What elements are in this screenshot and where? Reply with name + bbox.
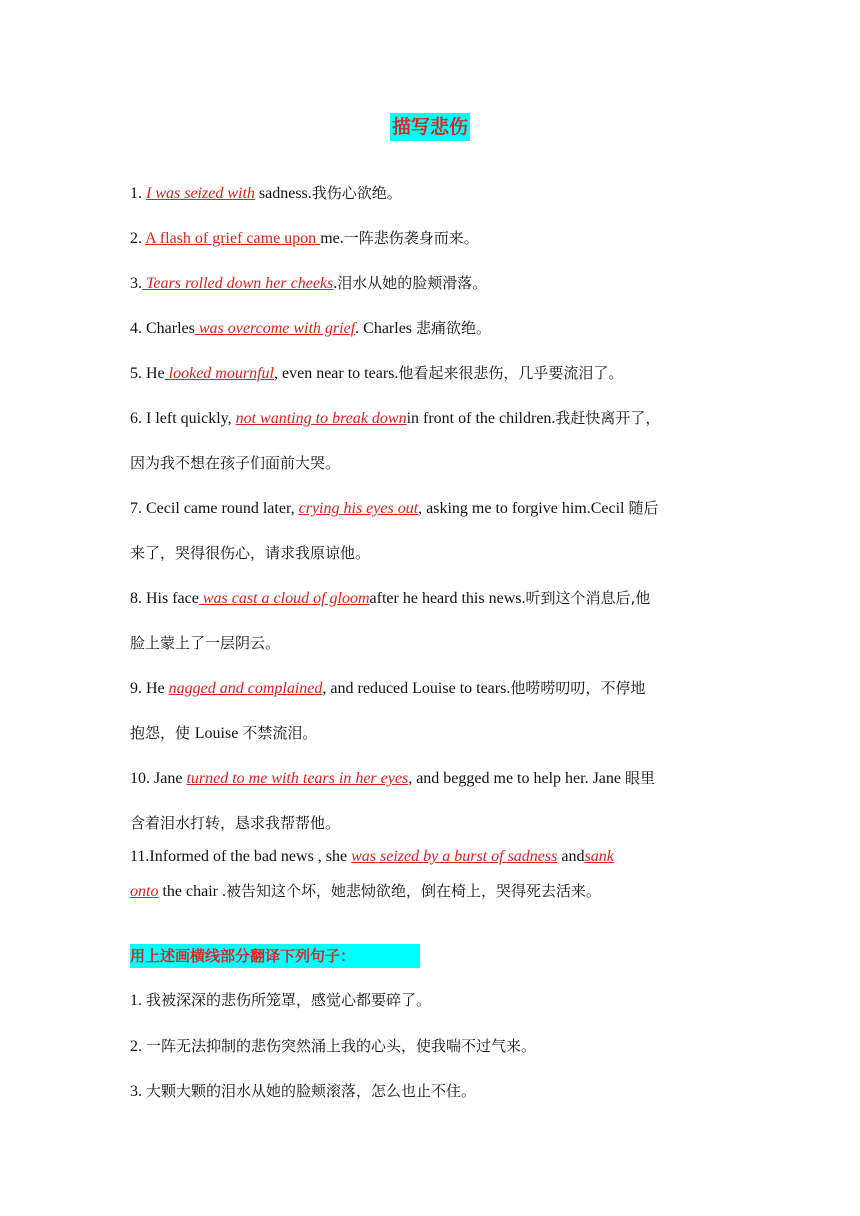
exercise-item	[130, 990, 431, 1011]
sentence-text: 4. Charles	[130, 320, 195, 337]
sentence-text: in front of the children.	[406, 410, 556, 427]
section-heading: 用上述画横线部分翻译下列句子：	[130, 944, 420, 968]
list-item	[130, 273, 487, 294]
list-item	[130, 363, 623, 384]
sentence-text: , and reduced Louise to tears.	[322, 680, 511, 697]
exercise-number: 1.	[130, 992, 146, 1009]
chinese-translation: 我赶快离开了，	[555, 409, 661, 427]
list-item	[130, 498, 659, 519]
page-title	[0, 113, 860, 141]
item-number: 1.	[130, 185, 146, 202]
chinese-translation: 不禁流泪。	[242, 724, 318, 742]
item-number: 3.	[130, 275, 142, 292]
underlined-phrase: was seized by a burst of sadness	[351, 848, 558, 865]
exercise-text: 大颗大颗的泪水从她的脸颊滚落，怎么也止不住。	[146, 1082, 477, 1100]
sentence-text: , and begged me to help her. Jane	[408, 770, 626, 787]
list-item	[130, 408, 660, 429]
sentence-text: 11.Informed of the bad news , she	[130, 848, 352, 865]
underlined-phrase: turned to me with tears in her eyes	[186, 770, 409, 787]
chinese-translation: 一阵悲伤袭身而来。	[343, 229, 479, 247]
chinese-translation: 眼里	[625, 769, 656, 787]
sentence-text: me.	[320, 230, 344, 247]
exercise-number: 3.	[130, 1083, 146, 1100]
sentence-text: sadness.	[254, 185, 312, 202]
exercise-text: 一阵无法抑制的悲伤突然涌上我的心头，使我喘不过气来。	[146, 1037, 537, 1055]
page-title-text: 描写悲伤	[390, 113, 470, 141]
sentence-text: 8. His face	[130, 590, 199, 607]
list-item	[130, 228, 479, 249]
list-item	[130, 318, 491, 339]
chinese-translation: 悲痛欲绝。	[416, 319, 492, 337]
list-item	[130, 183, 402, 204]
chinese-translation: 含着泪水打转，恳求我帮帮他。	[130, 814, 341, 832]
chinese-translation: 被告知这个坏，她悲恸欲绝，倒在椅上，哭得死去活来。	[225, 882, 601, 900]
list-item-continuation	[130, 723, 317, 744]
chinese-translation: 听到这个消息后,他	[525, 589, 651, 607]
list-item-continuation	[130, 633, 280, 654]
sentence-text: and	[557, 848, 585, 865]
chinese-translation: 因为我不想在孩子们面前大哭。	[130, 454, 341, 472]
list-item-continuation	[130, 453, 340, 474]
underlined-phrase: crying his eyes out	[298, 500, 419, 517]
chinese-translation: 随后	[628, 499, 659, 517]
underlined-phrase: Tears rolled down her cheeks	[142, 275, 334, 292]
underlined-phrase: sank	[584, 848, 614, 865]
sentence-text: the chair .	[158, 883, 226, 900]
underlined-phrase: nagged and complained	[168, 680, 323, 697]
list-item	[130, 768, 655, 789]
chinese-translation: 脸上蒙上了一层阴云。	[130, 634, 281, 652]
chinese-translation: 泪水从她的脸颊滑落。	[337, 274, 488, 292]
sentence-text: 9. He	[130, 680, 169, 697]
chinese-translation: 他唠唠叨叨，不停地	[510, 679, 646, 697]
list-item	[130, 678, 645, 699]
sentence-text: 6. I left quickly,	[130, 410, 236, 427]
list-item	[130, 588, 650, 609]
sentence-text: 7. Cecil came round later,	[130, 500, 299, 517]
list-item	[130, 847, 614, 867]
sentence-text: .	[333, 275, 338, 292]
sentence-text: . Charles	[355, 320, 417, 337]
exercise-text: 我被深深的悲伤所笼罩，感觉心都要碎了。	[146, 991, 432, 1009]
underlined-phrase: A flash of grief came upon	[145, 230, 321, 247]
chinese-translation: 我伤心欲绝。	[311, 184, 402, 202]
underlined-phrase: I was seized with	[146, 185, 255, 202]
exercise-number: 2.	[130, 1038, 146, 1055]
chinese-translation: 抱怨，使	[130, 724, 195, 742]
sentence-text: Louise	[194, 725, 243, 742]
list-item-continuation	[130, 881, 601, 902]
chinese-translation: 他看起来很悲伤，几乎要流泪了。	[398, 364, 624, 382]
underlined-phrase: onto	[130, 883, 159, 900]
list-item-continuation	[130, 543, 370, 564]
sentence-text: , even near to tears.	[273, 365, 399, 382]
sentence-text: 10. Jane	[130, 770, 187, 787]
list-item-continuation	[130, 813, 340, 834]
underlined-phrase: looked mournful	[164, 365, 274, 382]
sentence-text: after he heard this news.	[369, 590, 526, 607]
chinese-translation: 来了，哭得很伤心，请求我原谅他。	[130, 544, 371, 562]
underlined-phrase: not wanting to break down	[235, 410, 407, 427]
exercise-item	[130, 1036, 536, 1057]
sentence-text: , asking me to forgive him.Cecil	[418, 500, 629, 517]
item-number: 2.	[130, 230, 146, 247]
underlined-phrase: was overcome with grief	[194, 320, 356, 337]
sentence-text: 5. He	[130, 365, 165, 382]
exercise-item	[130, 1081, 476, 1102]
underlined-phrase: was cast a cloud of gloom	[198, 590, 370, 607]
